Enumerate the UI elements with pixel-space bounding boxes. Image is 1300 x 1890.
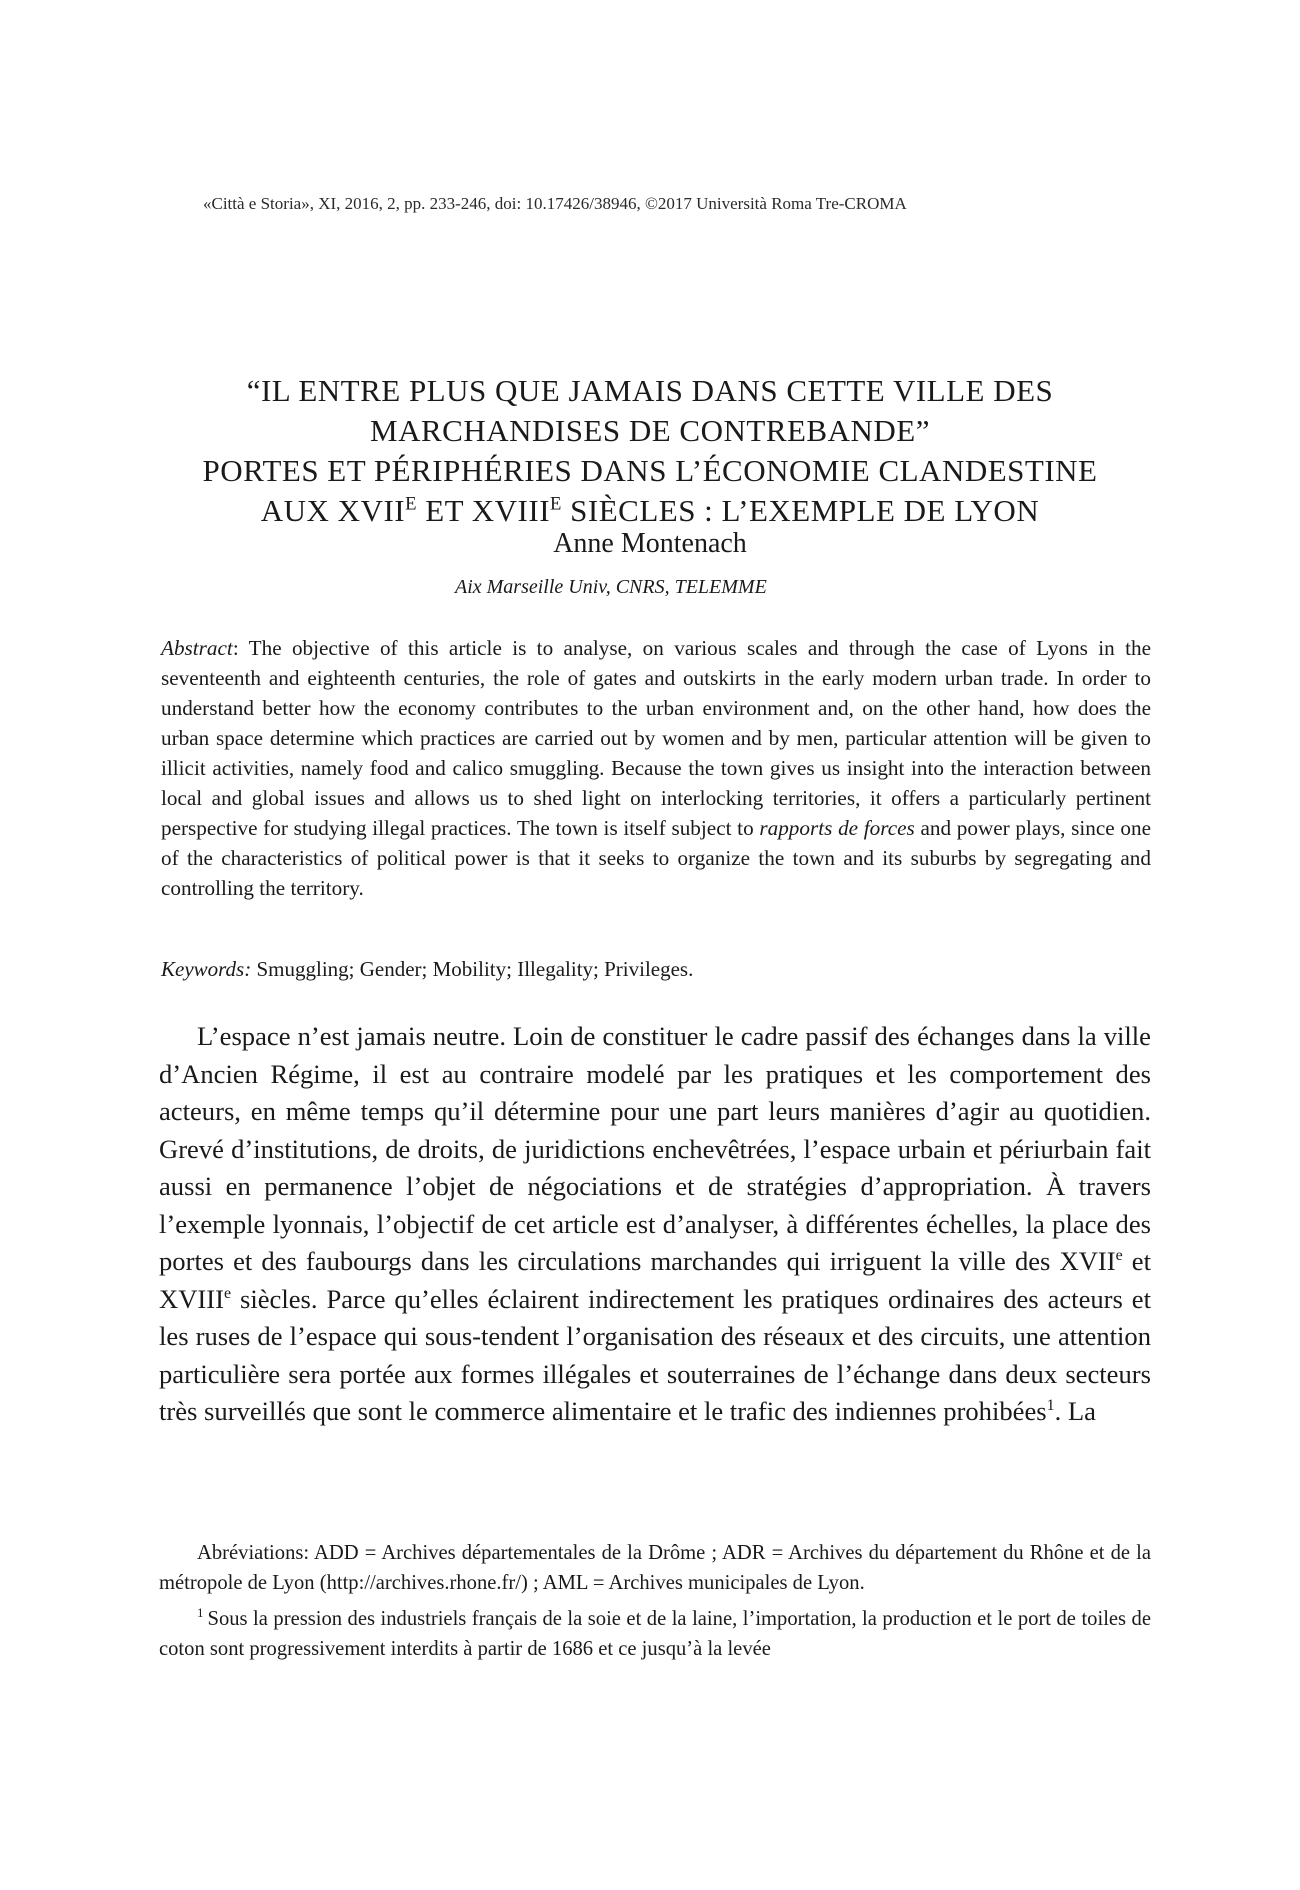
abstract-label: Abstract [161,636,233,660]
footnote-reference[interactable]: 1 [1046,1397,1055,1415]
title-line-2: MARCHANDISES DE CONTREBANDE” [370,412,930,448]
footnotes [159,1538,1151,1670]
keywords [161,954,1151,984]
journal-citation: «Città e Storia», XI, 2016, 2, pp. 233-246, doi: 10.17426/38946, ©2017 Università Roma Tre-CROMA [203,194,907,213]
abstract [161,633,1151,903]
footnote-abbreviations: Abréviations: ADD = Archives départementales de la Drôme ; ADR = Archives du département du Rhône et de la métropole de Lyon (http://archives.rhone.fr/) ; AML = Archives municipales de Lyon. [159,1542,1151,1594]
keywords-text: Smuggling; Gender; Mobility; Illegality; Privileges. [251,957,694,981]
footnote-1 [159,1604,1151,1664]
body-paragraph: L’espace n’est jamais neutre. Loin de constituer le cadre passif des échanges dans la ville d’Ancien Régime, il est au contraire modelé par les pratiques et les comportement des acteurs, en même temps qu’il détermine pour une part leurs manières d’agir au quotidien. Grevé d’institutions, de droits, de juridictions enchevêtrées, l’espace urbain et périurbain fait aussi en permanence l’objet de négociations et de stratégies d’appropriation. À travers l’exemple lyonnais, l’objectif de cet article est d’analyser, à différentes échelles, la place des portes et des faubourgs dans les circulations marchandes qui irriguent la ville des XVIIe et XVIIIe siècles. Parce qu’elles éclairent indirectement les pratiques ordinaires des acteurs et les ruses de l’espace qui sous-tendent l’organisation des réseaux et des circuits, une attention particulière sera portée aux formes illégales et souterraines de l’échange dans deux secteurs très surveillés que sont le commerce alimentaire et le trafic des indiennes prohibées$^1$. La [159,1021,1151,1426]
author-affiliation: Aix Marseille Univ, CNRS, TELEMME [455,576,767,598]
keywords-label: Keywords: [161,957,252,981]
article-title [150,371,1150,531]
abstract-italic: rapports de forces [759,816,915,840]
footnote-number: 1 [197,1605,204,1621]
author-name: Anne Montenach [553,528,747,559]
title-line-3: PORTES ET PÉRIPHÉRIES DANS L’ÉCONOMIE CLANDESTINE [202,452,1098,488]
footnote-text: Sous la pression des industriels français de la soie et de la laine, l’importation, la production et le port de toiles de coton sont progressivement interdits à partir de 1686 et ce jusqu’à la levée [159,1608,1151,1660]
abstract-text-end: and power plays, since one of the characteristics of political power is that it seeks to organize the town and its suburbs by segregating and controlling the territory. [161,816,1151,900]
title-line-1: “IL ENTRE PLUS QUE JAMAIS DANS CETTE VILLE DES [246,372,1054,408]
abstract-text: : The objective of this article is to analyse, on various scales and through the case of Lyons in the seventeenth and eighteenth centuries, the role of gates and outskirts in the early modern urban trade. In order to understand better how the economy contributes to the urban environment and, on the other hand, how does the urban space determine which practices are carried out by women and by men, particular attention will be given to illicit activities, namely food and calico smuggling. Because the town gives us insight into the interaction between local and global issues and allows us to shed light on interlocking territories, it offers a particularly pertinent perspective for studying illegal practices. The town is itself subject to [161,636,1151,840]
title-line-4: AUX $XVII^E$ ET $XVIII^E$ SIÈCLES : L’EXEMPLE DE LYON [260,492,1040,528]
